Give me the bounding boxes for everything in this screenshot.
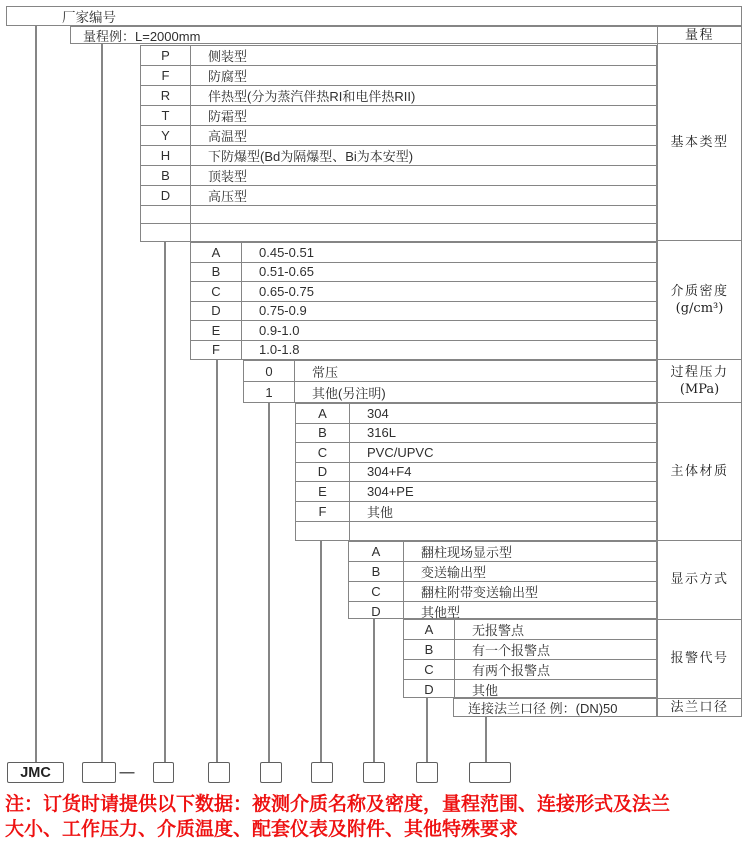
- desc-cell: 0.45-0.51: [259, 244, 314, 260]
- side-label-text: 过程压力: [670, 364, 729, 380]
- desc-cell: 有两个报警点: [472, 663, 551, 678]
- table-row: [141, 65, 656, 85]
- desc-cell: [191, 224, 656, 241]
- desc-cell: PVC/UPVC: [367, 444, 434, 460]
- side-label-medium-density: [658, 240, 741, 358]
- code-cell: D: [296, 463, 350, 482]
- desc-cell: 0.51-0.65: [259, 264, 314, 280]
- desc-cell: 下防爆型(Bd为隔爆型、Bi为本安型): [208, 149, 414, 164]
- side-label-display-mode: [658, 540, 741, 618]
- table-row: [141, 145, 656, 165]
- connector-line: [373, 619, 375, 763]
- code-cell: F: [191, 341, 242, 360]
- side-label-basic-type: [658, 43, 741, 240]
- table-row: [141, 125, 656, 145]
- table-row: [349, 581, 656, 601]
- table-row: [349, 542, 656, 561]
- model-prefix-box: [7, 762, 64, 783]
- side-label-text: 基本类型: [670, 134, 729, 150]
- code-cell: [296, 522, 350, 541]
- model-prefix-label: JMC: [20, 764, 51, 781]
- code-cell: C: [404, 660, 455, 679]
- desc-cell: 316L: [367, 425, 396, 441]
- code-cell: D: [191, 302, 242, 321]
- table-display-mode: [348, 541, 657, 619]
- factory-code-label: 厂家编号: [62, 10, 116, 25]
- code-box-material: [311, 762, 333, 783]
- code-cell: B: [404, 640, 455, 659]
- category-label-column: [657, 26, 742, 717]
- code-box-alarm: [416, 762, 438, 783]
- desc-cell: 高压型: [208, 189, 248, 204]
- table-row: [191, 281, 656, 301]
- desc-cell: 304+F4: [367, 464, 412, 480]
- code-cell: A: [191, 243, 242, 262]
- desc-cell: 翻柱附带变送输出型: [421, 585, 539, 600]
- table-body-material: [295, 403, 657, 541]
- desc-cell: 304+PE: [367, 483, 414, 499]
- table-row: [141, 85, 656, 105]
- table-row: [244, 361, 656, 381]
- side-label-text: 法兰口径: [670, 699, 729, 715]
- code-cell: F: [296, 502, 350, 521]
- code-cell: C: [296, 443, 350, 462]
- side-label-alarm-code: [658, 619, 741, 698]
- desc-cell: 变送输出型: [421, 565, 487, 580]
- desc-cell: 有一个报警点: [472, 643, 551, 658]
- connector-line: [216, 360, 218, 763]
- code-cell: E: [191, 321, 242, 340]
- table-row: [296, 501, 656, 521]
- order-note: [5, 792, 750, 842]
- desc-cell: 顶装型: [208, 169, 248, 184]
- code-cell: D: [349, 602, 404, 621]
- code-cell: F: [141, 66, 191, 85]
- side-label-unit: (MPa): [679, 381, 720, 397]
- side-label-flange-size: [658, 698, 741, 716]
- code-cell: [141, 206, 191, 223]
- connector-line: [101, 43, 103, 763]
- table-row: [404, 679, 656, 699]
- range-example-row: [70, 26, 658, 44]
- desc-cell: 304: [367, 405, 389, 421]
- order-note-line: 大小、工作压力、介质温度、配套仪表及附件、其他特殊要求: [5, 819, 519, 840]
- dash-separator: —: [119, 764, 135, 781]
- table-row: [191, 320, 656, 340]
- side-label-process-pressure: [658, 359, 741, 403]
- table-medium-density: [190, 242, 657, 360]
- code-cell: Y: [141, 126, 191, 145]
- table-row: [296, 521, 656, 541]
- desc-cell: 防霜型: [208, 109, 248, 124]
- code-cell: H: [141, 146, 191, 165]
- table-row: [349, 601, 656, 621]
- table-row: [404, 659, 656, 679]
- desc-cell: 侧装型: [208, 49, 248, 64]
- table-row: [296, 442, 656, 462]
- factory-code-box: [6, 6, 742, 26]
- desc-cell: 高温型: [208, 129, 248, 144]
- code-cell: A: [349, 542, 404, 561]
- code-cell: B: [191, 263, 242, 282]
- code-cell: C: [349, 582, 404, 601]
- code-box-density: [208, 762, 230, 783]
- code-cell: A: [404, 620, 455, 639]
- table-alarm-code: [403, 619, 657, 698]
- code-cell: B: [296, 424, 350, 443]
- side-label-text: 显示方式: [670, 572, 729, 588]
- desc-cell: 其他: [367, 504, 394, 520]
- flange-size-row: [453, 698, 657, 717]
- code-cell: D: [404, 680, 455, 699]
- code-cell: D: [141, 186, 191, 205]
- code-cell: A: [296, 404, 350, 423]
- desc-cell: 其他型: [421, 605, 461, 620]
- connector-line: [35, 25, 37, 763]
- side-label-range: [658, 27, 741, 43]
- desc-cell: 1.0-1.8: [259, 342, 300, 358]
- connector-line: [268, 403, 270, 763]
- connector-line: [426, 698, 428, 763]
- table-row: [141, 185, 656, 205]
- code-box-range: [82, 762, 116, 783]
- code-box-pressure: [260, 762, 282, 783]
- table-row: [404, 639, 656, 659]
- desc-cell: 伴热型(分为蒸汽伴热RI和电伴热RII): [208, 89, 416, 104]
- desc-cell: 翻柱现场显示型: [421, 545, 513, 560]
- table-row: [191, 340, 656, 360]
- code-cell: 1: [244, 382, 295, 402]
- code-cell: P: [141, 46, 191, 65]
- table-row: [296, 462, 656, 482]
- table-row: [141, 205, 656, 223]
- code-cell: B: [141, 166, 191, 185]
- table-row: [191, 262, 656, 282]
- code-box-flange: [469, 762, 511, 783]
- desc-cell: 无报警点: [472, 623, 525, 638]
- side-label-text: 报警代号: [670, 651, 729, 667]
- table-row: [141, 105, 656, 125]
- side-label-body-material: [658, 402, 741, 540]
- code-box-basic-type: [153, 762, 174, 783]
- table-row: [141, 165, 656, 185]
- desc-cell: [350, 522, 656, 541]
- desc-cell: 其他: [472, 683, 499, 698]
- desc-cell: 其他(另注明): [312, 385, 386, 401]
- desc-cell: 0.65-0.75: [259, 283, 314, 299]
- code-cell: 0: [244, 361, 295, 381]
- table-row: [296, 481, 656, 501]
- flange-size-label: 连接法兰口径 例：(DN)50: [468, 701, 618, 716]
- desc-cell: 防腐型: [208, 69, 248, 84]
- table-row: [191, 243, 656, 262]
- desc-cell: [191, 206, 656, 223]
- table-row: [141, 223, 656, 241]
- code-cell: [141, 224, 191, 241]
- table-row: [404, 620, 656, 639]
- side-label-text: 主体材质: [670, 464, 729, 480]
- range-example-label: 量程例：L=2000mm: [83, 28, 201, 44]
- desc-cell: 0.75-0.9: [259, 303, 307, 319]
- code-cell: C: [191, 282, 242, 301]
- connector-line: [320, 541, 322, 763]
- order-note-line: 注：订货时请提供以下数据：被测介质名称及密度，量程范围、连接形式及法兰: [5, 794, 671, 815]
- code-box-display: [363, 762, 385, 783]
- table-basic-type: [140, 45, 657, 242]
- table-row: [244, 381, 656, 402]
- side-label-text: 量程: [684, 27, 714, 43]
- table-row: [191, 301, 656, 321]
- side-label-unit: (g/cm³): [675, 301, 724, 317]
- table-row: [349, 561, 656, 581]
- table-process-pressure: [243, 360, 657, 403]
- code-cell: T: [141, 106, 191, 125]
- connector-line: [164, 242, 166, 763]
- side-label-text: 介质密度: [670, 284, 729, 300]
- code-cell: B: [349, 562, 404, 581]
- connector-line: [485, 717, 487, 763]
- code-cell: R: [141, 86, 191, 105]
- table-row: [296, 404, 656, 423]
- desc-cell: 0.9-1.0: [259, 322, 300, 338]
- table-row: [296, 423, 656, 443]
- desc-cell: 常压: [312, 364, 339, 380]
- code-cell: E: [296, 482, 350, 501]
- table-row: [141, 46, 656, 65]
